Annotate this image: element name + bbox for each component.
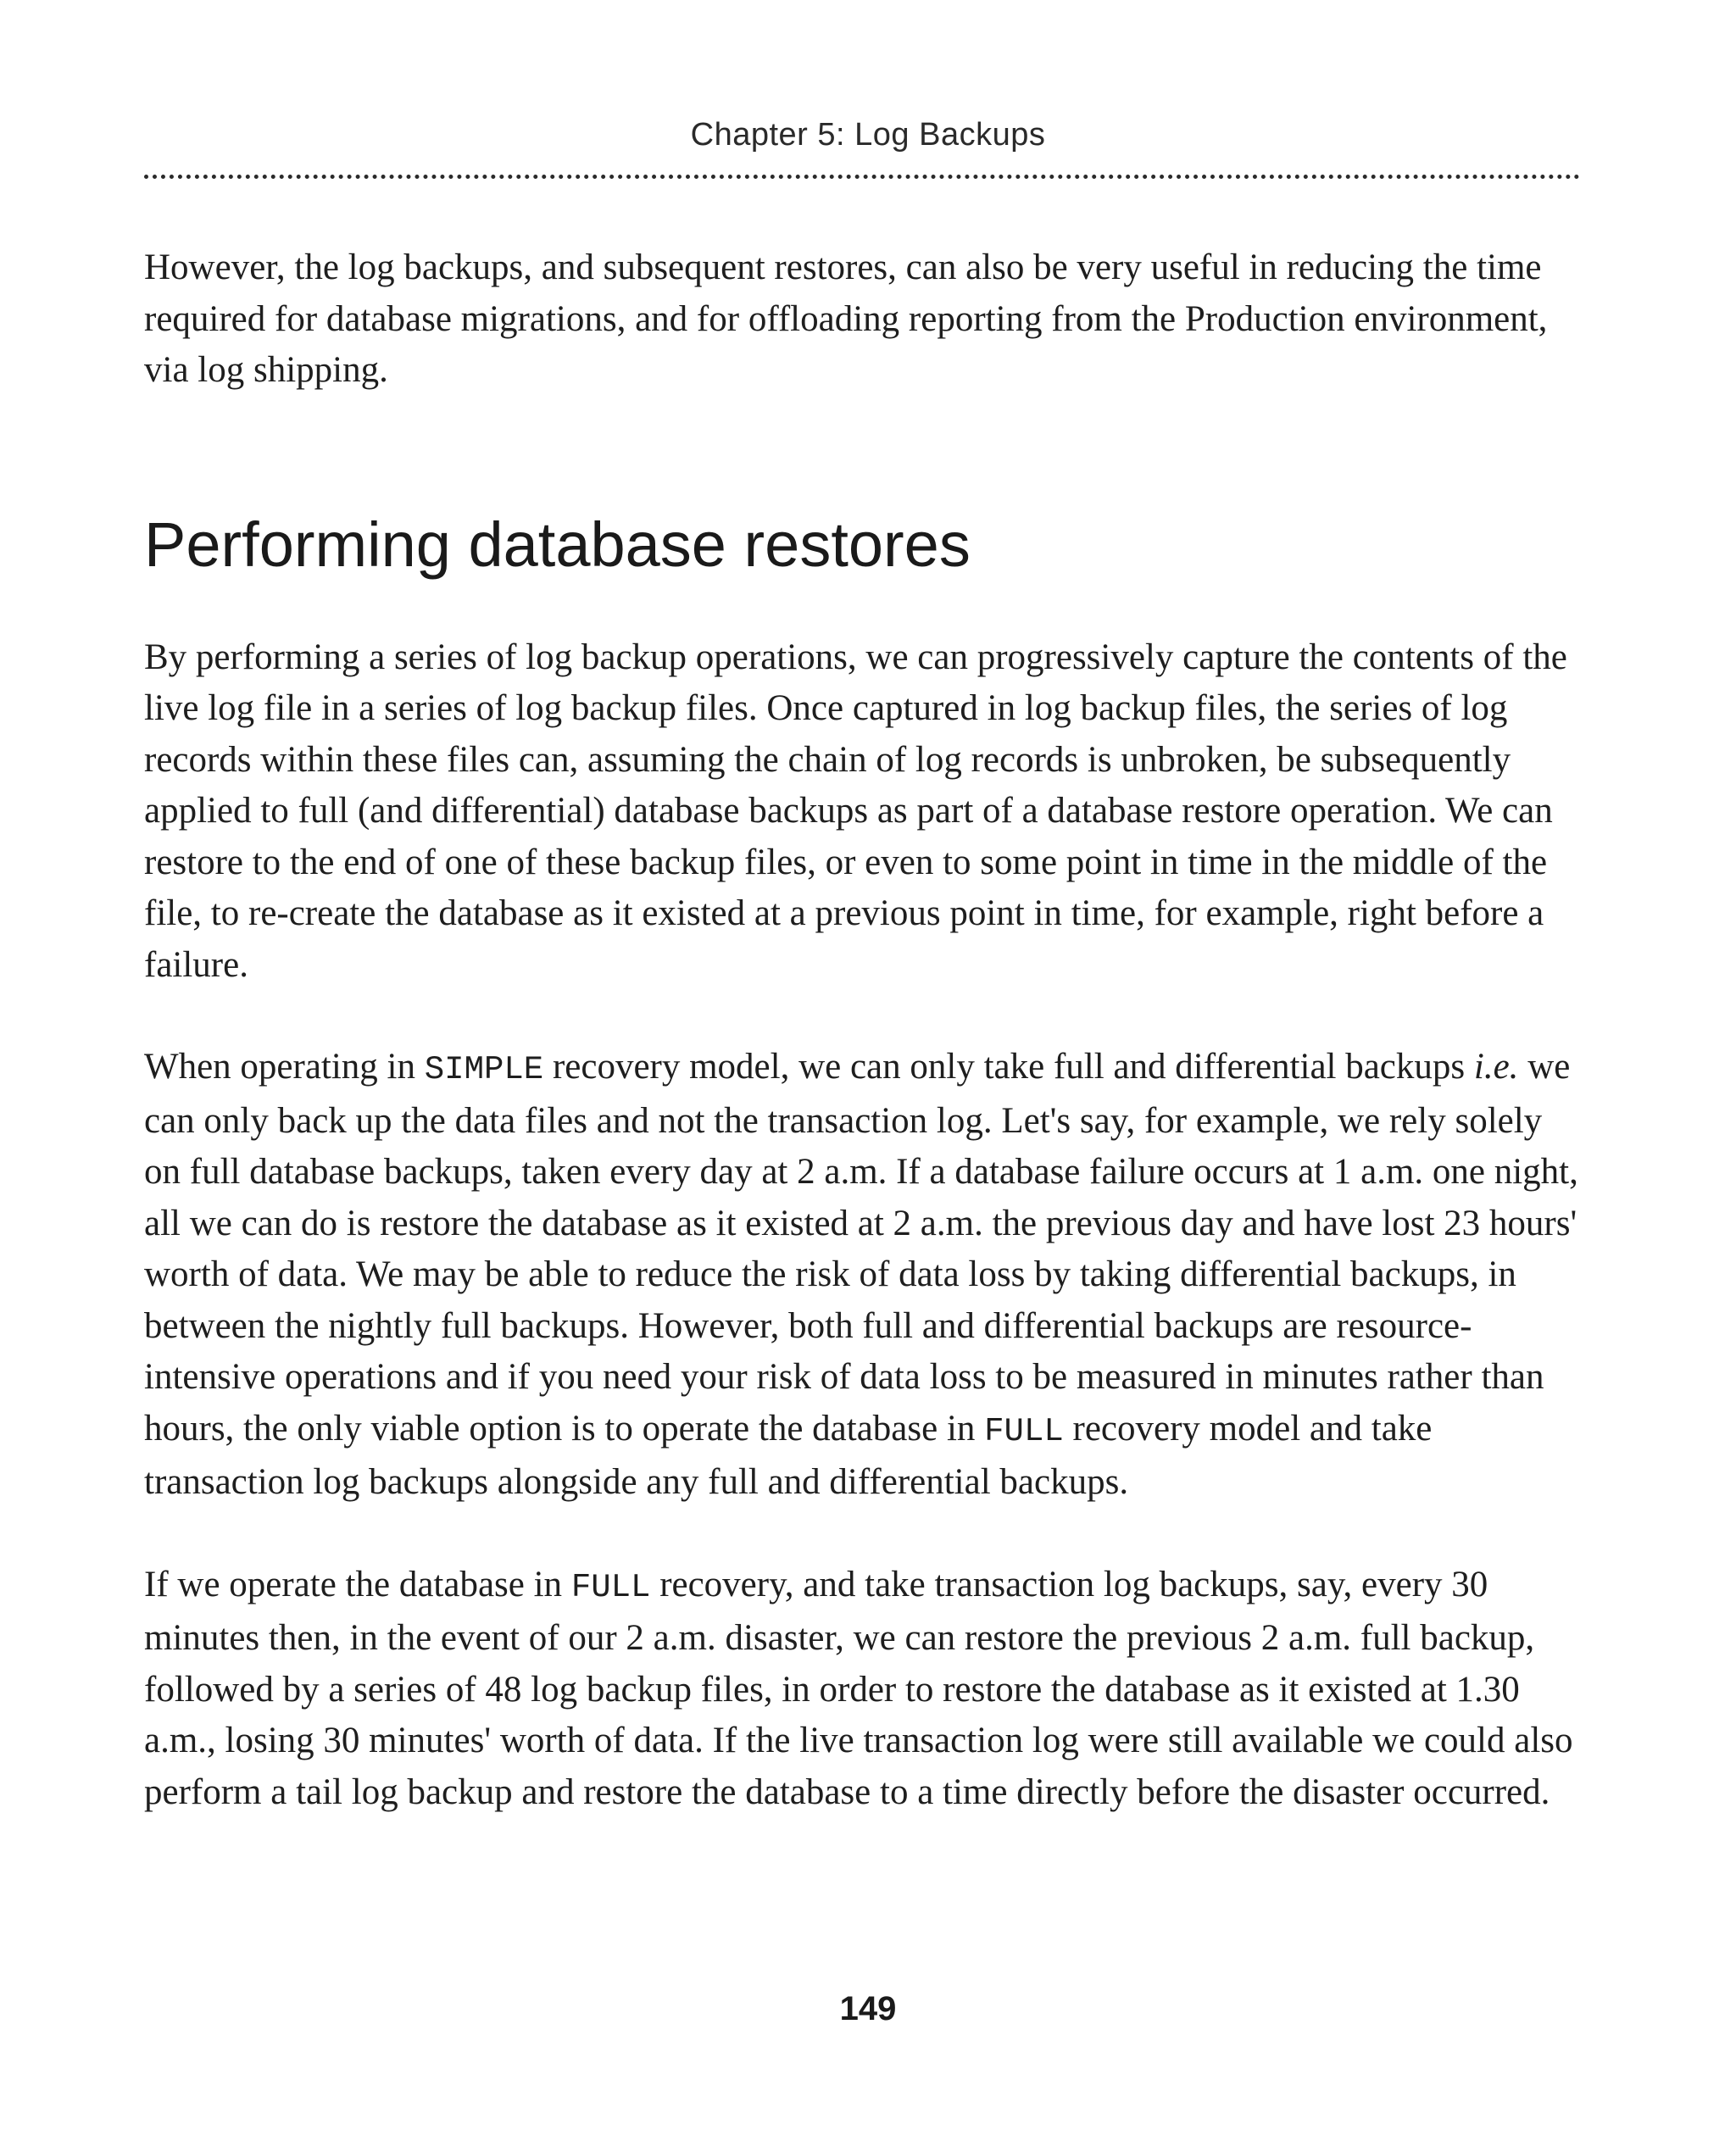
- restore-paragraph-2: [144, 1042, 1585, 1509]
- para2-text-2: recovery model, we can only take full and differential backups: [543, 1047, 1474, 1087]
- code-full-2: FULL: [570, 1568, 651, 1606]
- page-body: [144, 242, 1585, 1818]
- page-number: 149: [839, 1990, 897, 2027]
- code-full: FULL: [984, 1412, 1064, 1450]
- para2-ie: i.e.: [1473, 1047, 1519, 1087]
- section-heading: Performing database restores: [144, 509, 971, 580]
- restore-paragraph-3: [144, 1560, 1585, 1819]
- running-header: Chapter 5: Log Backups: [690, 117, 1046, 153]
- para2-text-4: recovery model and take transaction log backups alongside any full and differential backups.: [144, 1408, 1433, 1502]
- para2-text-1: When operating in: [144, 1047, 425, 1087]
- para3-text-1: If we operate the database in: [144, 1564, 571, 1604]
- code-simple: SIMPLE: [424, 1051, 544, 1088]
- intro-paragraph: However, the log backups, and subsequent restores, can also be very useful in reducing the time required for database migrations, and for offloading reporting from the Production environment, via log shipping.: [144, 247, 1548, 390]
- restore-paragraph-1: By performing a series of log backup operations, we can progressively capture the contents of the live log file in a series of log backup files. Once captured in log backup files, the series of log records within these files can, assuming the chain of log records is unbroken, be subsequently applied to full (and differential) database backups as part of a database restore operation. We can restore to the end of one of these backup files, or even to some point in time in the middle of the file, to re-create the database as it existed at a previous point in time, for example, right before a failure.: [144, 637, 1567, 985]
- header-dotted-rule: [144, 175, 1580, 179]
- para3-text-2: recovery, and take transaction log backups, say, every 30 minutes then, in the event of our 2 a.m. disaster, we can restore the previous 2 a.m. full backup, followed by a series of 48 log backup files, in order to restore the database as it existed at 1.30 a.m., losing 30 minutes' worth of data. If the live transaction log were still available we could also perform a tail log backup and restore the database to a time directly before the disaster occurred.: [144, 1564, 1573, 1812]
- para2-text-3: we can only back up the data files and not the transaction log. Let's say, for example, we rely solely on full database backups, taken every day at 2 a.m. If a database failure occurs at 1 a.m. one night, all we can do is restore the database as it existed at 2 a.m. the previous day and have lost 23 hours' worth of data. We may be able to reduce the risk of data loss by taking differential backups, in between the nightly full backups. However, both full and differential backups are resource-intensive operations and if you need your risk of data loss to be measured in minutes rather than hours, the only viable option is to operate the database in: [144, 1047, 1578, 1449]
